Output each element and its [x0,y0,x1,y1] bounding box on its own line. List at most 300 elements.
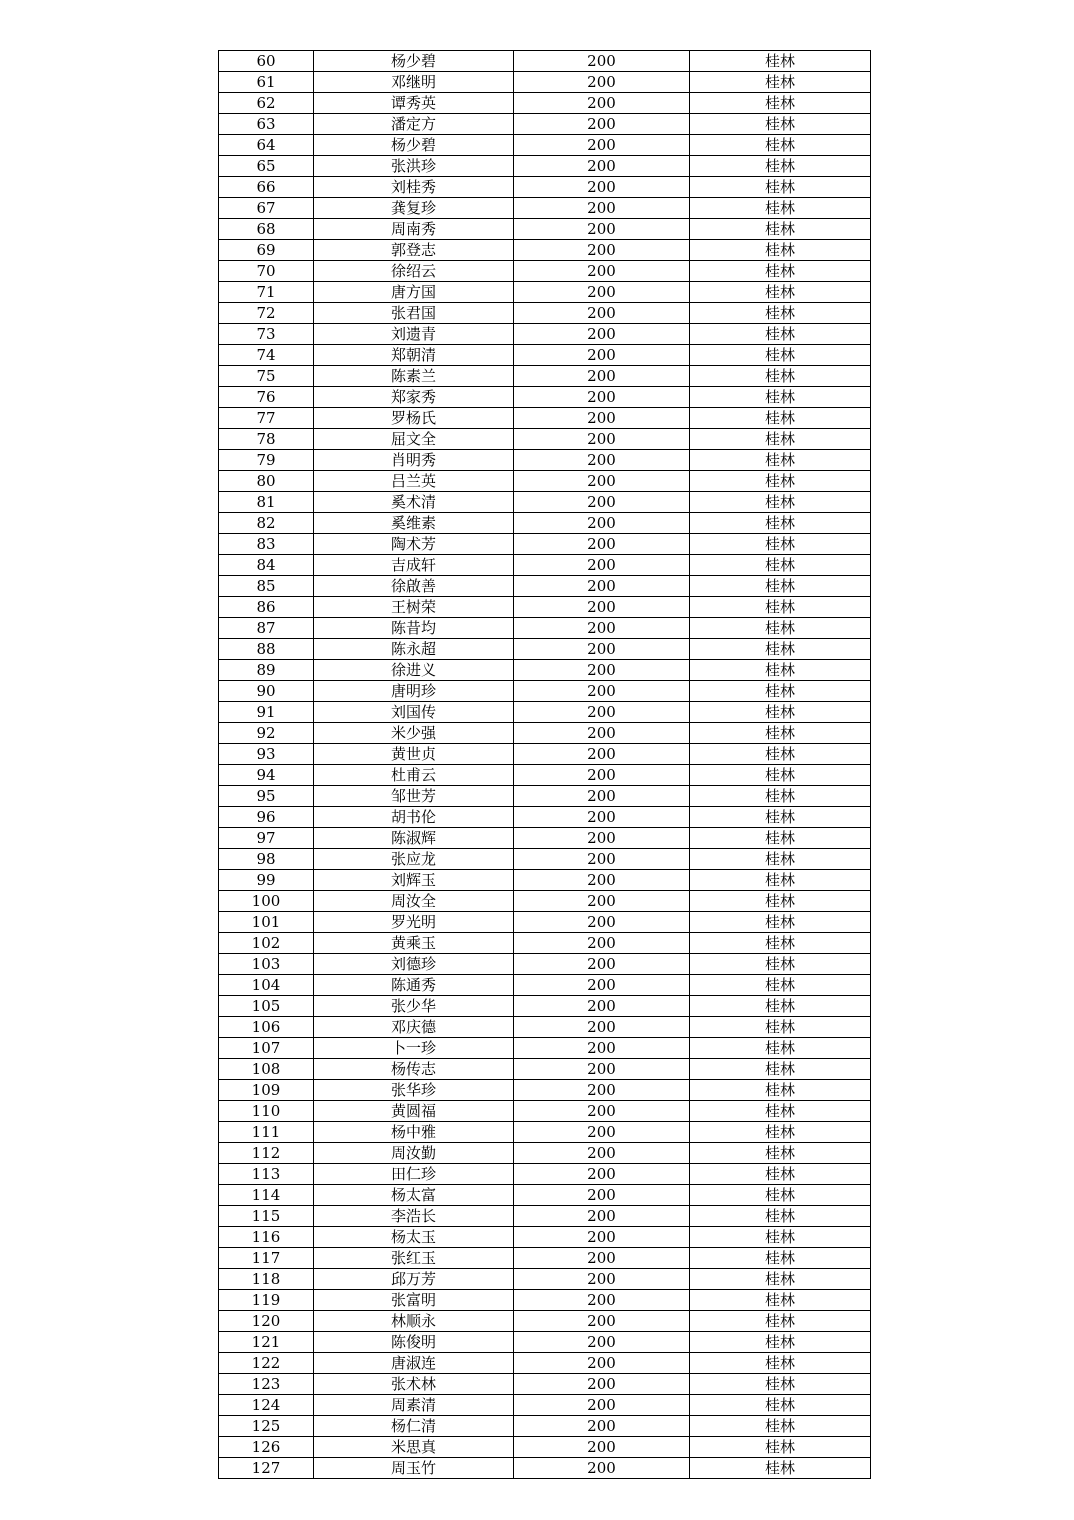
cell-city: 桂林 [690,954,871,975]
cell-name: 邓庆德 [314,1017,514,1038]
cell-index: 124 [219,1395,314,1416]
table-row [219,408,871,429]
table-row [219,345,871,366]
table-row [219,1437,871,1458]
cell-index: 83 [219,534,314,555]
table-row [219,849,871,870]
cell-city: 桂林 [690,492,871,513]
table-row [219,1374,871,1395]
table-row [219,177,871,198]
cell-amount: 200 [514,93,690,114]
cell-amount: 200 [514,1311,690,1332]
cell-name: 刘辉玉 [314,870,514,891]
cell-name: 刘德珍 [314,954,514,975]
table-row [219,1332,871,1353]
cell-index: 127 [219,1458,314,1479]
cell-amount: 200 [514,513,690,534]
table-row [219,1017,871,1038]
cell-name: 张富明 [314,1290,514,1311]
cell-name: 刘遗青 [314,324,514,345]
cell-name: 李浩长 [314,1206,514,1227]
table-row [219,219,871,240]
cell-name: 邓继明 [314,72,514,93]
cell-name: 杨太玉 [314,1227,514,1248]
cell-index: 126 [219,1437,314,1458]
cell-name: 周南秀 [314,219,514,240]
cell-name: 郭登志 [314,240,514,261]
cell-index: 88 [219,639,314,660]
cell-name: 周汝勤 [314,1143,514,1164]
cell-amount: 200 [514,1038,690,1059]
cell-index: 72 [219,303,314,324]
cell-amount: 200 [514,1185,690,1206]
cell-name: 杨传志 [314,1059,514,1080]
cell-index: 94 [219,765,314,786]
cell-name: 刘国传 [314,702,514,723]
table-row [219,828,871,849]
table-row [219,282,871,303]
table-row [219,1164,871,1185]
table-row [219,1353,871,1374]
cell-index: 102 [219,933,314,954]
cell-city: 桂林 [690,765,871,786]
cell-city: 桂林 [690,744,871,765]
cell-index: 112 [219,1143,314,1164]
cell-city: 桂林 [690,1269,871,1290]
cell-amount: 200 [514,597,690,618]
table-row [219,639,871,660]
cell-amount: 200 [514,261,690,282]
cell-name: 卜一珍 [314,1038,514,1059]
cell-index: 75 [219,366,314,387]
cell-index: 125 [219,1416,314,1437]
table-row [219,1185,871,1206]
table-row [219,618,871,639]
cell-amount: 200 [514,1143,690,1164]
table-row [219,429,871,450]
cell-city: 桂林 [690,240,871,261]
cell-amount: 200 [514,681,690,702]
table-row [219,912,871,933]
cell-amount: 200 [514,576,690,597]
cell-city: 桂林 [690,1038,871,1059]
cell-index: 117 [219,1248,314,1269]
cell-amount: 200 [514,135,690,156]
cell-amount: 200 [514,849,690,870]
cell-city: 桂林 [690,1290,871,1311]
cell-index: 109 [219,1080,314,1101]
cell-city: 桂林 [690,828,871,849]
cell-city: 桂林 [690,849,871,870]
cell-city: 桂林 [690,1017,871,1038]
cell-city: 桂林 [690,114,871,135]
table-row [219,1059,871,1080]
cell-name: 黄乘玉 [314,933,514,954]
cell-index: 122 [219,1353,314,1374]
cell-city: 桂林 [690,1185,871,1206]
cell-amount: 200 [514,219,690,240]
cell-city: 桂林 [690,975,871,996]
table-row [219,954,871,975]
cell-city: 桂林 [690,1395,871,1416]
cell-amount: 200 [514,870,690,891]
cell-index: 101 [219,912,314,933]
cell-name: 王树荣 [314,597,514,618]
table-row [219,261,871,282]
cell-city: 桂林 [690,156,871,177]
cell-city: 桂林 [690,870,871,891]
cell-name: 徐进义 [314,660,514,681]
table-row [219,450,871,471]
cell-name: 田仁珍 [314,1164,514,1185]
cell-amount: 200 [514,828,690,849]
cell-city: 桂林 [690,996,871,1017]
cell-amount: 200 [514,555,690,576]
cell-amount: 200 [514,408,690,429]
cell-city: 桂林 [690,345,871,366]
table-row [219,534,871,555]
cell-amount: 200 [514,891,690,912]
cell-index: 79 [219,450,314,471]
cell-city: 桂林 [690,723,871,744]
cell-amount: 200 [514,975,690,996]
cell-name: 杨仁清 [314,1416,514,1437]
cell-amount: 200 [514,1374,690,1395]
cell-amount: 200 [514,51,690,72]
table-row [219,870,871,891]
cell-amount: 200 [514,954,690,975]
cell-index: 60 [219,51,314,72]
table-row [219,723,871,744]
cell-name: 奚术清 [314,492,514,513]
cell-city: 桂林 [690,912,871,933]
cell-name: 杨太富 [314,1185,514,1206]
cell-name: 屈文全 [314,429,514,450]
cell-amount: 200 [514,492,690,513]
cell-city: 桂林 [690,576,871,597]
cell-city: 桂林 [690,135,871,156]
table-row [219,1458,871,1479]
cell-index: 66 [219,177,314,198]
cell-city: 桂林 [690,660,871,681]
cell-name: 张应龙 [314,849,514,870]
cell-index: 105 [219,996,314,1017]
cell-index: 92 [219,723,314,744]
cell-amount: 200 [514,387,690,408]
table-row [219,72,871,93]
cell-index: 95 [219,786,314,807]
cell-index: 71 [219,282,314,303]
cell-index: 98 [219,849,314,870]
cell-name: 林顺永 [314,1311,514,1332]
cell-name: 胡书伦 [314,807,514,828]
cell-index: 78 [219,429,314,450]
cell-amount: 200 [514,723,690,744]
table-row [219,513,871,534]
table-row [219,1290,871,1311]
cell-name: 陶术芳 [314,534,514,555]
table-row [219,366,871,387]
cell-name: 吕兰英 [314,471,514,492]
cell-index: 84 [219,555,314,576]
cell-index: 62 [219,93,314,114]
cell-city: 桂林 [690,555,871,576]
cell-amount: 200 [514,744,690,765]
table-row [219,1038,871,1059]
cell-name: 潘定方 [314,114,514,135]
cell-name: 杨中雅 [314,1122,514,1143]
cell-city: 桂林 [690,1332,871,1353]
cell-name: 邹世芳 [314,786,514,807]
table-row [219,576,871,597]
cell-city: 桂林 [690,1248,871,1269]
cell-amount: 200 [514,282,690,303]
cell-city: 桂林 [690,282,871,303]
cell-index: 90 [219,681,314,702]
cell-name: 米少强 [314,723,514,744]
cell-amount: 200 [514,1353,690,1374]
cell-name: 徐啟善 [314,576,514,597]
cell-city: 桂林 [690,681,871,702]
table-row [219,93,871,114]
cell-index: 123 [219,1374,314,1395]
cell-city: 桂林 [690,177,871,198]
cell-city: 桂林 [690,1311,871,1332]
table-row [219,240,871,261]
cell-city: 桂林 [690,450,871,471]
cell-name: 罗杨氏 [314,408,514,429]
table-row [219,156,871,177]
cell-amount: 200 [514,1122,690,1143]
cell-name: 周素清 [314,1395,514,1416]
cell-name: 奚维素 [314,513,514,534]
cell-amount: 200 [514,534,690,555]
cell-name: 龚复珍 [314,198,514,219]
cell-city: 桂林 [690,198,871,219]
cell-amount: 200 [514,366,690,387]
cell-name: 张君国 [314,303,514,324]
cell-index: 65 [219,156,314,177]
cell-amount: 200 [514,1017,690,1038]
table-row [219,1248,871,1269]
cell-city: 桂林 [690,324,871,345]
table-row [219,744,871,765]
cell-city: 桂林 [690,1437,871,1458]
cell-city: 桂林 [690,93,871,114]
cell-city: 桂林 [690,1206,871,1227]
cell-city: 桂林 [690,1164,871,1185]
cell-amount: 200 [514,660,690,681]
cell-name: 陈永超 [314,639,514,660]
table-row [219,765,871,786]
cell-name: 肖明秀 [314,450,514,471]
table-row [219,135,871,156]
table-row [219,702,871,723]
cell-city: 桂林 [690,1227,871,1248]
table-row [219,1416,871,1437]
cell-city: 桂林 [690,1353,871,1374]
cell-index: 118 [219,1269,314,1290]
table-row [219,681,871,702]
cell-name: 杨少碧 [314,51,514,72]
table-row [219,1227,871,1248]
cell-index: 70 [219,261,314,282]
cell-name: 郑家秀 [314,387,514,408]
cell-amount: 200 [514,1269,690,1290]
cell-name: 黄圆福 [314,1101,514,1122]
cell-city: 桂林 [690,702,871,723]
cell-index: 116 [219,1227,314,1248]
cell-city: 桂林 [690,513,871,534]
table-row [219,471,871,492]
cell-city: 桂林 [690,534,871,555]
cell-city: 桂林 [690,1374,871,1395]
cell-amount: 200 [514,807,690,828]
table-row [219,996,871,1017]
table-row [219,1080,871,1101]
cell-name: 黄世贞 [314,744,514,765]
table-row [219,1395,871,1416]
cell-city: 桂林 [690,1059,871,1080]
table-row [219,51,871,72]
cell-index: 93 [219,744,314,765]
cell-city: 桂林 [690,1122,871,1143]
cell-amount: 200 [514,1101,690,1122]
table-row [219,1311,871,1332]
cell-city: 桂林 [690,891,871,912]
cell-name: 陈俊明 [314,1332,514,1353]
cell-city: 桂林 [690,408,871,429]
table-row [219,807,871,828]
cell-amount: 200 [514,429,690,450]
cell-amount: 200 [514,1395,690,1416]
cell-name: 徐绍云 [314,261,514,282]
cell-name: 唐方国 [314,282,514,303]
cell-name: 郑朝清 [314,345,514,366]
cell-index: 114 [219,1185,314,1206]
cell-amount: 200 [514,324,690,345]
cell-index: 77 [219,408,314,429]
cell-city: 桂林 [690,1143,871,1164]
cell-amount: 200 [514,1080,690,1101]
cell-index: 63 [219,114,314,135]
table-row [219,114,871,135]
cell-index: 80 [219,471,314,492]
cell-name: 陈通秀 [314,975,514,996]
table-row [219,597,871,618]
cell-amount: 200 [514,1437,690,1458]
table-row [219,1269,871,1290]
cell-index: 115 [219,1206,314,1227]
cell-city: 桂林 [690,639,871,660]
table-body [219,51,871,1479]
cell-name: 吉成轩 [314,555,514,576]
cell-index: 120 [219,1311,314,1332]
cell-index: 104 [219,975,314,996]
cell-amount: 200 [514,1416,690,1437]
cell-city: 桂林 [690,597,871,618]
cell-amount: 200 [514,912,690,933]
cell-index: 68 [219,219,314,240]
cell-city: 桂林 [690,72,871,93]
cell-index: 87 [219,618,314,639]
cell-city: 桂林 [690,807,871,828]
data-table [218,50,871,1479]
cell-index: 82 [219,513,314,534]
cell-index: 85 [219,576,314,597]
cell-index: 107 [219,1038,314,1059]
cell-name: 谭秀英 [314,93,514,114]
cell-city: 桂林 [690,303,871,324]
cell-name: 罗光明 [314,912,514,933]
table-row [219,198,871,219]
cell-city: 桂林 [690,786,871,807]
cell-city: 桂林 [690,261,871,282]
cell-index: 81 [219,492,314,513]
cell-city: 桂林 [690,387,871,408]
table-row [219,324,871,345]
cell-amount: 200 [514,765,690,786]
cell-name: 周玉竹 [314,1458,514,1479]
cell-amount: 200 [514,1059,690,1080]
cell-city: 桂林 [690,1458,871,1479]
cell-index: 106 [219,1017,314,1038]
cell-index: 119 [219,1290,314,1311]
table-row [219,891,871,912]
cell-amount: 200 [514,72,690,93]
cell-name: 陈昔均 [314,618,514,639]
cell-index: 61 [219,72,314,93]
cell-city: 桂林 [690,1080,871,1101]
table-row [219,387,871,408]
cell-city: 桂林 [690,1101,871,1122]
cell-amount: 200 [514,198,690,219]
cell-index: 96 [219,807,314,828]
cell-index: 103 [219,954,314,975]
cell-index: 73 [219,324,314,345]
cell-amount: 200 [514,240,690,261]
cell-index: 97 [219,828,314,849]
table-row [219,1143,871,1164]
cell-amount: 200 [514,1248,690,1269]
cell-name: 杜甫云 [314,765,514,786]
cell-amount: 200 [514,1458,690,1479]
cell-index: 108 [219,1059,314,1080]
cell-name: 周汝全 [314,891,514,912]
cell-index: 100 [219,891,314,912]
cell-index: 74 [219,345,314,366]
cell-name: 米思真 [314,1437,514,1458]
cell-name: 唐明珍 [314,681,514,702]
table-row [219,975,871,996]
cell-amount: 200 [514,996,690,1017]
cell-index: 64 [219,135,314,156]
cell-amount: 200 [514,1164,690,1185]
cell-name: 张洪珍 [314,156,514,177]
cell-amount: 200 [514,345,690,366]
table-row [219,303,871,324]
cell-amount: 200 [514,114,690,135]
cell-index: 91 [219,702,314,723]
cell-index: 76 [219,387,314,408]
cell-amount: 200 [514,156,690,177]
table-row [219,660,871,681]
cell-amount: 200 [514,1206,690,1227]
table-row [219,1206,871,1227]
cell-amount: 200 [514,450,690,471]
cell-city: 桂林 [690,219,871,240]
cell-index: 99 [219,870,314,891]
